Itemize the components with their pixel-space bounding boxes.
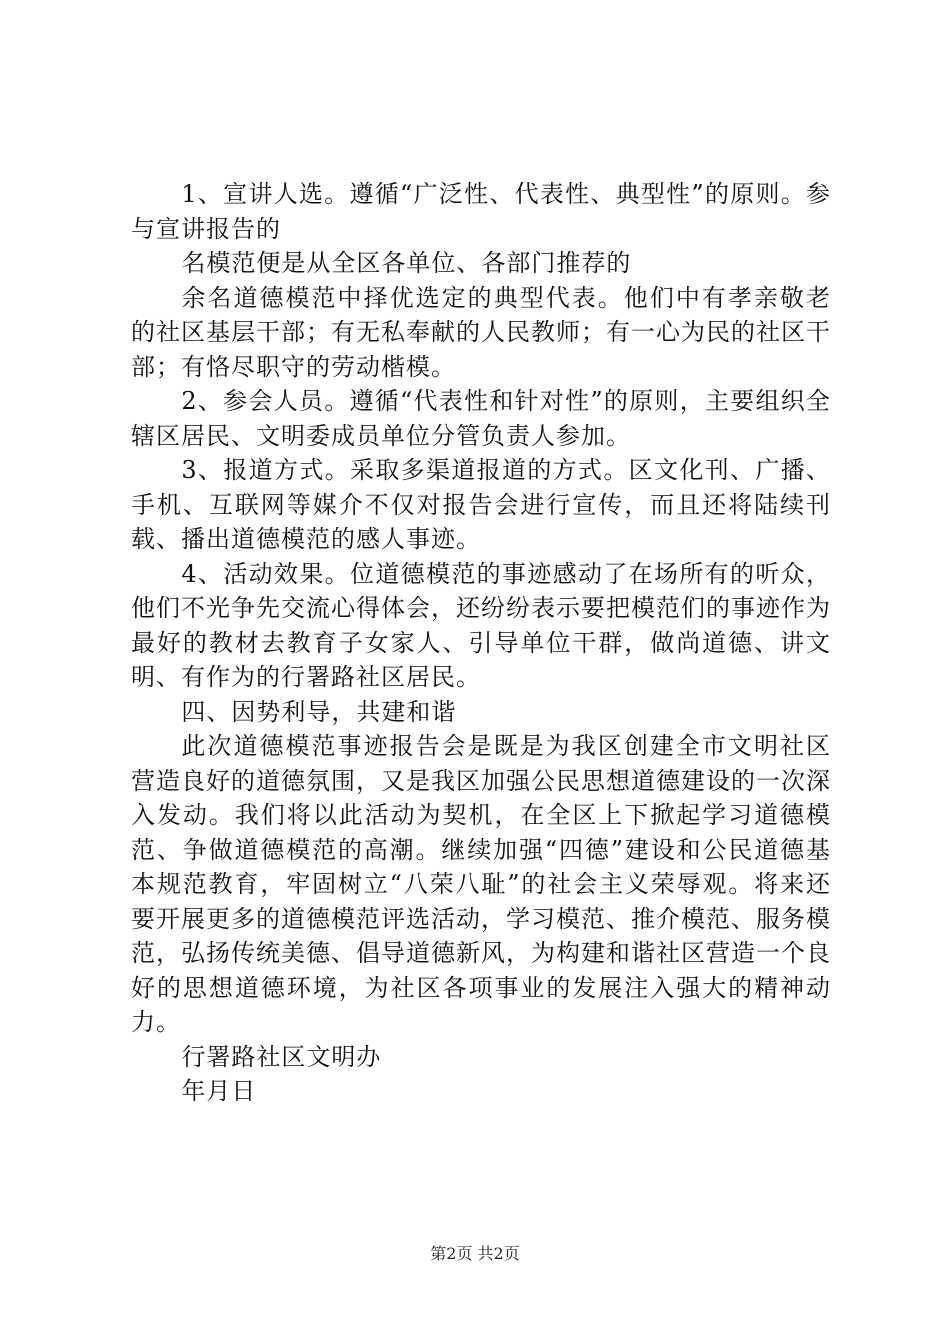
signature-office: 行署路社区文明办 — [181, 1042, 382, 1071]
paragraph-activity-effect: 4、活动效果。位道德模范的事迹感动了在场所有的听众，他们不光争先交流心得体会，还纷纷表示要把模范们的事迹作为最好的教材去教育子女家人、引导单位干群，做尚道德、讲文明、有作为的行署路社区居民。 — [131, 559, 831, 691]
paragraph-model-recommendation: 名模范便是从全区各单位、各部门推荐的 — [181, 249, 632, 277]
paragraph-speaker-selection: 1、宣讲人选。遵循“广泛性、代表性、典型性”的原则。参与宣讲报告的 — [131, 180, 831, 243]
paragraph-conclusion: 此次道德模范事迹报告会是既是为我区创建全市文明社区营造良好的道德氛围，又是我区加强公民思想道德建设的一次深入发动。我们将以此活动为契机，在全区上下掀起学习道德模范、争做道德模范的高潮。继续加强“四德”建设和公民道德基本规范教育，牢固树立“八荣八耻”的社会主义荣辱观。将来还要开展更多的道德模范评选活动，学习模范、推介模范、服务模范，弘扬传统美德、倡导道德新风，为构建和谐社区营造一个良好的思想道德环境，为社区各项事业的发展注入强大的精神动力。 — [131, 732, 831, 1036]
signature-date: 年月日 — [181, 1077, 257, 1105]
page-footer: 第2页 共2页 — [430, 1244, 520, 1263]
paragraph-model-representatives: 余名道德模范中择优选定的典型代表。他们中有孝亲敬老的社区基层干部；有无私奉献的人民教师；有一心为民的社区干部；有恪尽职守的劳动楷模。 — [131, 283, 831, 381]
paragraph-reporting-method: 3、报道方式。采取多渠道报道的方式。区文化刊、广播、手机、互联网等媒介不仅对报告会进行宣传，而且还将陆续刊载、播出道德模范的感人事迹。 — [131, 456, 831, 553]
section-heading-four: 四、因势利导，共建和谐 — [181, 697, 457, 726]
document-body — [131, 177, 831, 1109]
paragraph-attendees: 2、参会人员。遵循“代表性和针对性”的原则，主要组织全辖区居民、文明委成员单位分管负责人参加。 — [131, 387, 831, 450]
